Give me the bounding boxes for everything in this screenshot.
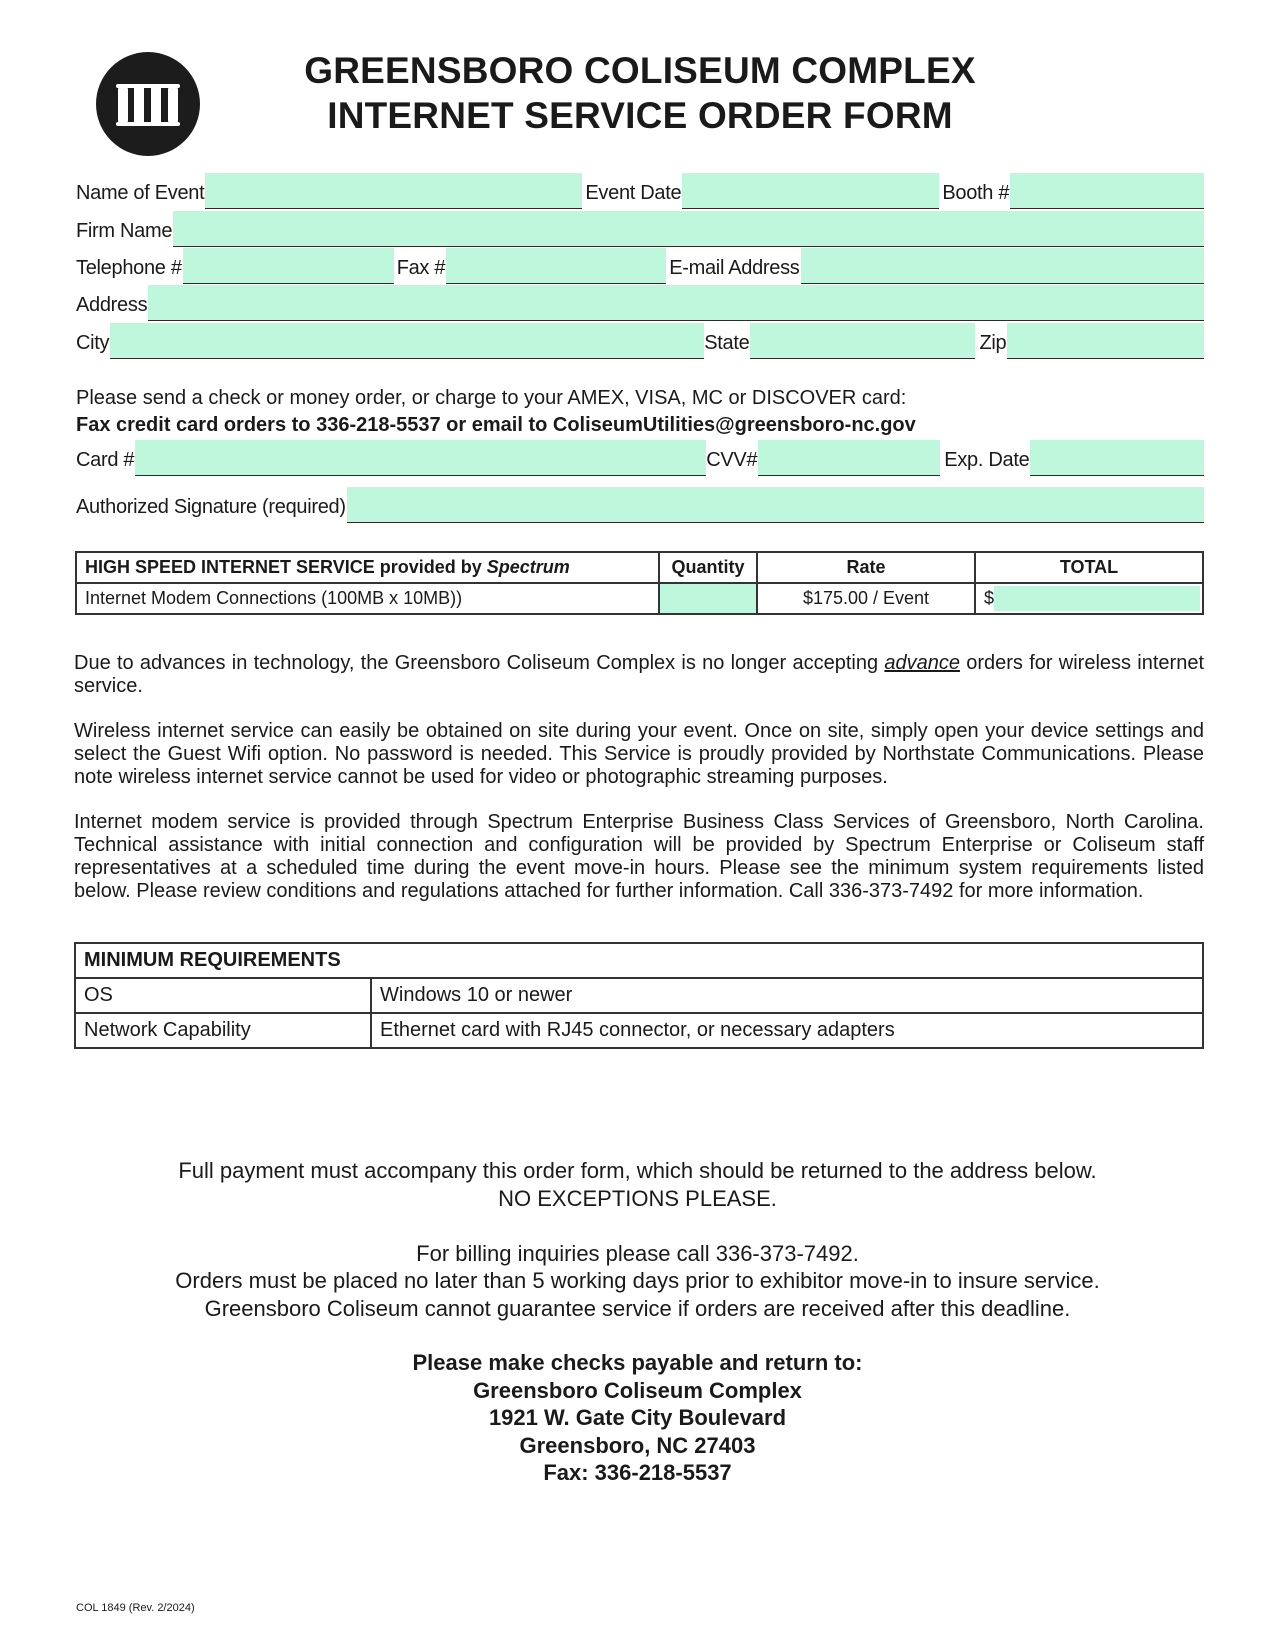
column-pillars-icon [96, 52, 200, 156]
city-field[interactable] [110, 323, 704, 359]
form-code: COL 1849 (Rev. 2/2024) [76, 1602, 195, 1614]
city-row [76, 321, 1204, 359]
firm-name-label: Firm Name [76, 220, 173, 242]
spectrum-brand: Spectrum [486, 557, 570, 577]
payment-line-1: Please send a check or money order, or charge to your AMEX, VISA, MC or DISCOVER card: [76, 387, 907, 409]
payment-line-2: Fax credit card orders to 336-218-5537 or email to ColiseumUtilities@greensboro-nc.gov [76, 414, 916, 436]
requirements-header: MINIMUM REQUIREMENTS [75, 943, 1203, 978]
signature-label: Authorized Signature (required) [76, 496, 346, 518]
table-row [76, 583, 1203, 614]
total-column-header: TOTAL [975, 552, 1203, 583]
coliseum-logo [96, 52, 200, 156]
fax-field[interactable] [446, 248, 666, 284]
paragraph-wireless: Wireless internet service can easily be obtained on site during your event. Once on site, simply open your device settings and select the Guest Wifi option. No password is needed. This Service is proudly provided by Northstate Communications. Please note wireless internet service cannot be used for video or photographic streaming purposes. [74, 720, 1204, 788]
card-number-field[interactable] [135, 440, 706, 476]
return-address: Please make checks payable and return to: Greensboro Coliseum Complex 1921 W. Gate City Boulevard Greensboro, NC 27403 Fax: 336-218-5537 [412, 1350, 863, 1485]
firm-name-field[interactable] [173, 211, 1204, 247]
title-line-1: GREENSBORO COLISEUM COMPLEX [304, 50, 976, 91]
address-row [76, 283, 1204, 321]
booth-label: Booth # [942, 182, 1010, 204]
requirements-header-row [75, 943, 1203, 978]
address-label: Address [76, 294, 148, 316]
rate-column-header: Rate [757, 552, 975, 583]
telephone-label: Telephone # [76, 257, 182, 279]
firm-row [76, 209, 1204, 247]
requirement-label: Network Capability [75, 1013, 371, 1048]
name-of-event-field[interactable] [205, 173, 582, 209]
advance-emphasis: advance [884, 652, 960, 674]
address-field[interactable] [148, 285, 1204, 321]
name-of-event-label: Name of Event [76, 182, 205, 204]
signature-row [76, 485, 1204, 523]
requirement-label: OS [75, 978, 371, 1013]
email-field[interactable] [801, 248, 1204, 284]
fax-label: Fax # [396, 257, 446, 279]
quantity-column-header: Quantity [659, 552, 757, 583]
contact-row [76, 246, 1204, 284]
page-title [240, 48, 1040, 138]
event-info-row [76, 171, 1204, 209]
cvv-field[interactable] [758, 440, 940, 476]
payment-terms: Full payment must accompany this order form, which should be returned to the address below. NO EXCEPTIONS PLEASE. For billing inquiries please call 336-373-7492. Orders must be placed no later than 5 working days prior to exhibitor move-in to insure service. Greensboro Coliseum cannot guarantee service if orders are received after this deadline. [175, 1158, 1100, 1321]
total-field[interactable] [975, 583, 1203, 614]
paragraph-modem-service: Internet modem service is provided through Spectrum Enterprise Business Class Services of Greensboro, North Carolina. Technical assistance with initial connection and configuration will be provided by Spectrum Enterprise or Coliseum staff representatives at a scheduled time during the event move-in hours. Please see the minimum system requirements listed below. Please review conditions and regulations attached for further information. Call 336-373-7492 for more information. [74, 811, 1204, 902]
state-field[interactable] [750, 323, 975, 359]
quantity-field[interactable] [659, 583, 757, 614]
event-date-field[interactable] [682, 173, 939, 209]
service-item-cell: Internet Modem Connections (100MB x 10MB)) [76, 583, 659, 614]
booth-field[interactable] [1010, 173, 1204, 209]
payment-instructions [76, 385, 916, 439]
city-label: City [76, 332, 110, 354]
card-row [76, 438, 1204, 476]
zip-label: Zip [979, 332, 1007, 354]
table-row [75, 978, 1203, 1013]
paragraph-advance-orders: Due to advances in technology, the Greensboro Coliseum Complex is no longer accepting advance orders for wireless internet service. [74, 652, 1205, 697]
telephone-field[interactable] [183, 248, 394, 284]
cvv-label: CVV# [706, 449, 758, 471]
event-date-label: Event Date [585, 182, 682, 204]
rate-cell: $175.00 / Event [757, 583, 975, 614]
table-row [75, 1013, 1203, 1048]
exp-date-field[interactable] [1030, 440, 1204, 476]
exp-date-label: Exp. Date [944, 449, 1030, 471]
state-label: State [704, 332, 750, 354]
requirement-value: Ethernet card with RJ45 connector, or necessary adapters [371, 1013, 1203, 1048]
service-table-header [76, 552, 1203, 583]
service-order-table [75, 551, 1204, 615]
title-line-2: INTERNET SERVICE ORDER FORM [327, 95, 953, 136]
zip-field[interactable] [1007, 323, 1204, 359]
dollar-sign: $ [984, 588, 995, 608]
card-number-label: Card # [76, 449, 135, 471]
signature-field[interactable] [347, 487, 1204, 523]
service-column-header: HIGH SPEED INTERNET SERVICE provided by Spectrum [76, 552, 659, 583]
email-label: E-mail Address [669, 257, 800, 279]
minimum-requirements-table [74, 942, 1204, 1049]
requirement-value: Windows 10 or newer [371, 978, 1203, 1013]
total-field-fill [994, 586, 1200, 611]
